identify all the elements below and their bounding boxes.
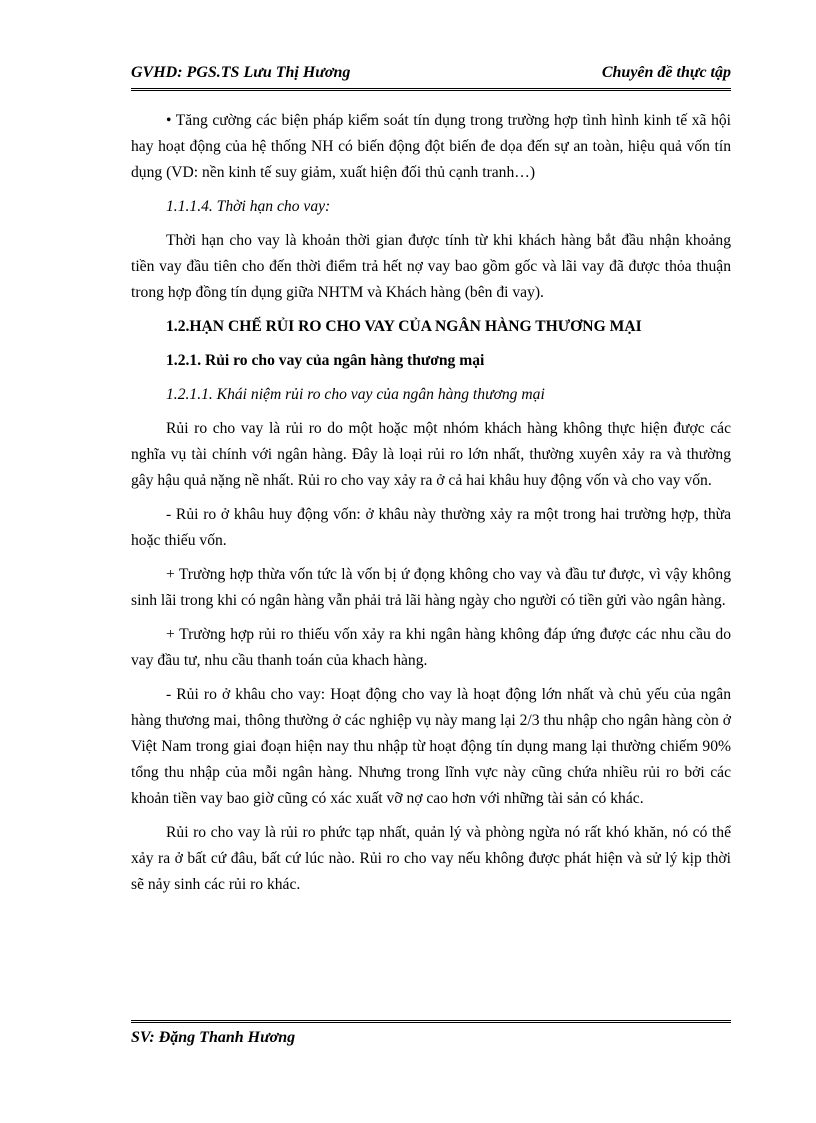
paragraph-credit-control: • Tăng cường các biện pháp kiểm soát tín dụng trong trường hợp tình hình kinh tế xã hội hay hoạt động của hệ thống NH có biến động đột biến đe dọa đến sự an toàn, hiệu quả vốn tín dụng (VD: nền kinh tế suy giảm, xuất hiện đối thủ cạnh tranh…) <box>131 112 731 181</box>
heading-1-1-1-4: 1.1.1.4. Thời hạn cho vay: <box>166 198 331 215</box>
paragraph-loan-risk-complexity: Rủi ro cho vay là rủi ro phức tạp nhất, quản lý và phòng ngừa nó rất khó khăn, nó có thể xảy ra ở bất cứ đâu, bất cứ lúc nào. Rủi ro cho vay nếu không được phát hiện và sử lý kịp thời sẽ nảy sinh các rủi ro khác. <box>131 824 731 893</box>
paragraph-excess-capital: + Trường hợp thừa vốn tức là vốn bị ứ đọng không cho vay và đầu tư được, vì vậy không sinh lãi trong khi có ngân hàng vẫn phải trả lãi hàng ngày cho người có tiền gửi vào ngân hàng. <box>131 566 731 609</box>
paragraph-lending-risk: - Rủi ro ở khâu cho vay: Hoạt động cho vay là hoạt động lớn nhất và chủ yếu của ngân hàng thương mai, thông thường ở các nghiệp vụ này mang lại 2/3 thu nhập cho ngân hàng còn ở Việt Nam trong giai đoạn hiện nay thu nhập từ hoạt động tín dụng mang lại thường chiếm 90% tổng thu nhập của mỗi ngân hàng. Nhưng trong lĩnh vực này cũng chứa nhiều rủi ro bởi các khoản tiền vay bao giờ cũng có xác xuất vỡ nợ cao hơn với những tài sản có khác. <box>131 686 731 807</box>
header-supervisor: GVHD: PGS.TS Lưu Thị Hương <box>131 64 351 81</box>
header-doc-title: Chuyên đề thực tập <box>601 64 731 81</box>
heading-1-2-1-1: 1.2.1.1. Khái niệm rủi ro cho vay của ngân hàng thương mại <box>166 386 545 403</box>
paragraph-loan-risk-definition: Rủi ro cho vay là rủi ro do một hoặc một nhóm khách hàng không thực hiện được các nghĩa vụ tài chính với ngân hàng. Đây là loại rủi ro lớn nhất, thường xuyên xảy ra và thường gây hậu quả nặng nề nhất. Rủi ro cho vay xảy ra ở cả hai khâu huy động vốn và cho vay vốn. <box>131 420 731 489</box>
heading-1-2: 1.2.HẠN CHẾ RỦI RO CHO VAY CỦA NGÂN HÀNG THƯƠNG MẠI <box>166 318 642 335</box>
header-divider <box>131 88 731 91</box>
page-header <box>131 56 731 82</box>
page-body <box>131 108 731 906</box>
footer-student: SV: Đặng Thanh Hương <box>131 1029 296 1046</box>
footer-divider <box>131 1020 731 1023</box>
paragraph-loan-term: Thời hạn cho vay là khoản thời gian được tính từ khi khách hàng bắt đầu nhận khoảng tiền vay đầu tiên cho đến thời điểm trả hết nợ vay bao gồm gốc và lãi vay đã được thỏa thuận trong hợp đồng tín dụng giữa NHTM và Khách hàng (bên đi vay). <box>131 232 731 301</box>
heading-1-2-1: 1.2.1. Rủi ro cho vay của ngân hàng thương mại <box>166 352 485 369</box>
page-footer <box>131 1029 295 1047</box>
paragraph-mobilization-risk: - Rủi ro ở khâu huy động vốn: ở khâu này thường xảy ra một trong hai trường hợp, thừa hoặc thiếu vốn. <box>131 506 731 549</box>
paragraph-capital-shortage: + Trường hợp rủi ro thiếu vốn xảy ra khi ngân hàng không đáp ứng được các nhu cầu do vay đầu tư, nhu cầu thanh toán của khach hàng. <box>131 626 731 669</box>
